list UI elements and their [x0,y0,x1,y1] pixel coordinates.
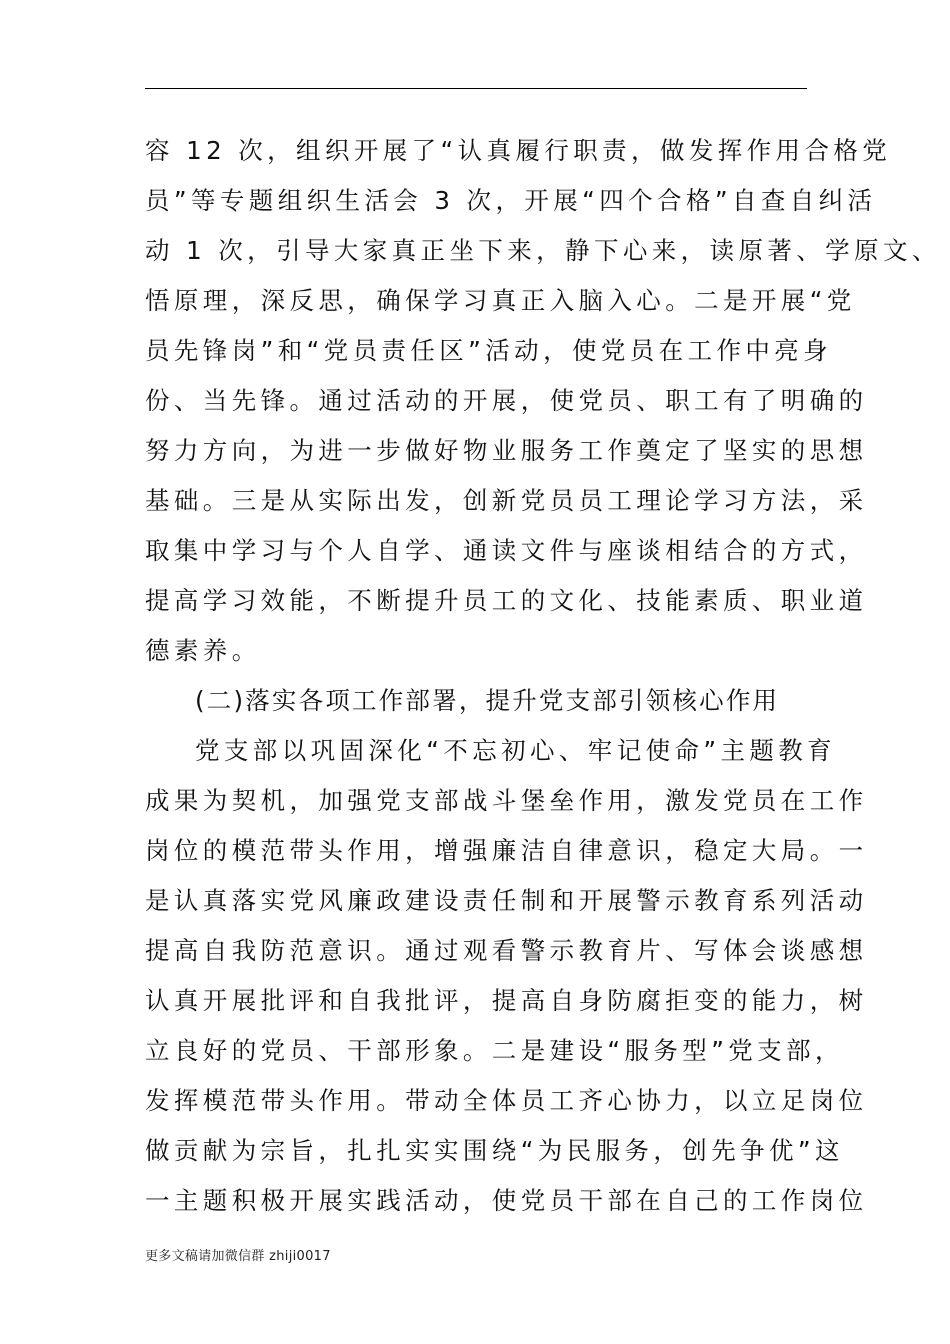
text-line: 成果为契机，加强党支部战斗堡垒作用，激发党员在工作 [145,786,868,815]
text-line: 立良好的党员、干部形象。二是建设“服务型”党支部， [145,1036,844,1065]
text-line: 发挥模范带头作用。带动全体员工齐心协力，以立足岗位 [145,1086,868,1115]
text-line: 提高学习效能，不断提升员工的文化、技能素质、职业道 [145,586,868,615]
footer-note: 更多文稿请加微信群 zhiji0017 [145,1249,331,1264]
text-line: 岗位的模范带头作用，增强廉洁自律意识，稳定大局。一 [145,836,868,865]
text-line: 提高自我防范意识。通过观看警示教育片、写体会谈感想 [145,936,868,965]
paragraph-first-line: 党支部以巩固深化“不忘初心、牢记使命”主题教育 [195,736,837,765]
text-line: 基础。三是从实际出发，创新党员员工理论学习方法，采 [145,486,868,515]
text-line: 是认真落实党风廉政建设责任制和开展警示教育系列活动 [145,886,868,915]
text-line: 取集中学习与个人自学、通读文件与座谈相结合的方式， [145,536,868,565]
text-line: 一主题积极开展实践活动，使党员干部在自己的工作岗位 [145,1186,868,1215]
text-line: 动 1 次，引导大家真正坐下来，静下心来，读原著、学原文、 [145,236,941,265]
text-line: 悟原理，深反思，确保学习真正入脑入心。二是开展“党 [145,286,856,315]
text-line: 份、当先锋。通过活动的开展，使党员、职工有了明确的 [145,386,868,415]
text-line: 努力方向，为进一步做好物业服务工作奠定了坚实的思想 [145,436,868,465]
section-heading: (二)落实各项工作部署，提升党支部引领核心作用 [195,686,780,715]
text-line: 德素养。 [145,636,261,665]
text-line: 认真开展批评和自我批评，提高自身防腐拒变的能力，树 [145,986,868,1015]
text-line: 员”等专题组织生活会 3 次，开展“四个合格”自查自纠活 [145,186,877,215]
header-rule [145,88,807,89]
text-line: 员先锋岗”和“党员责任区”活动，使党员在工作中亮身 [145,336,833,365]
body-text [145,126,941,1226]
text-line: 做贡献为宗旨，扎扎实实围绕“为民服务，创先争优”这 [145,1136,844,1165]
text-line: 容 12 次，组织开展了“认真履行职责，做发挥作用合格党 [145,136,892,165]
